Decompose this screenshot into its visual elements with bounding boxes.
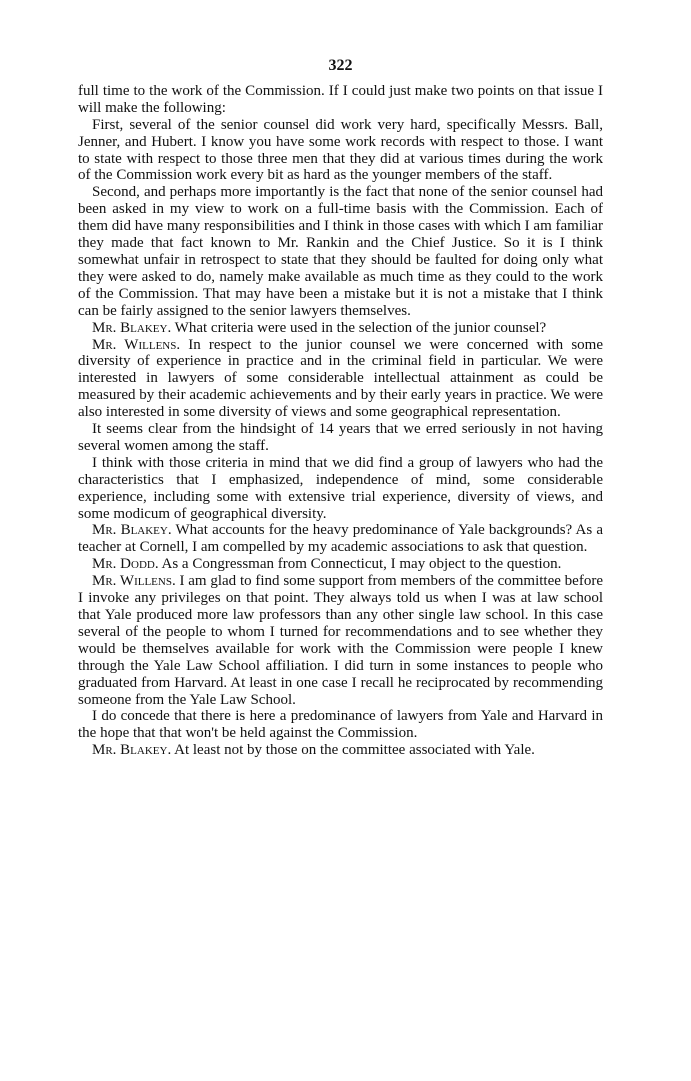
paragraph-text: As a Congressman from Connecticut, I may object to the question. [158,556,562,573]
paragraph-text: I think with those criteria in mind that we did find a group of lawyers who had the characteristics that I emphasized, independence of mind, some considerable experience, including some with extensive trial experience, diversity of views, and some modicum of geographical diversity. [78,454,603,522]
paragraph [78,337,603,422]
paragraph [78,455,603,523]
paragraph-text: full time to the work of the Commission. If I could just make two points on that issue I will make the following: [78,82,603,116]
paragraph-text: Second, and perhaps more importantly is the fact that none of the senior counsel had been asked in my view to work on a full-time basis with the Commission. Each of them did have many responsibilities and I think in those cases with which I am familiar they made that fact known to Mr. Rankin and the Chief Justice. So it is I think somewhat unfair in retrospect to state that they should be faulted for doing only what they were asked to do, namely make available as much time as they could to the work of the Commission. That may have been a mistake but it is not a mistake that I think can be fairly assigned to the senior lawyers themselves. [78,184,603,319]
paragraph-text: In respect to the junior counsel we were concerned with some diversity of experience in practice and in the criminal field in particular. We were interested in lawyers of some considerable intellectual attainment as could be measured by their academic achievements and by their early years in practice. We were also interested in some diversity of views and some geographical representation. [78,336,604,421]
body-text [78,83,603,759]
paragraph [78,573,603,708]
speaker-name: Mr. Willens. [92,336,181,353]
paragraph-text: At least not by those on the committee associated with Yale. [171,742,535,759]
document-page [78,58,603,759]
paragraph [78,117,603,185]
paragraph-text: First, several of the senior counsel did work very hard, specifically Messrs. Ball, Jenner, and Hubert. I know you have some work records with respect to those. I want to state with respect to those three men that they did at various times during the work of the Commission work every bit as hard as the younger members of the staff. [78,116,603,184]
page-number: 322 [328,57,353,74]
paragraph [78,421,603,455]
paragraph-text: I do concede that there is here a predominance of lawyers from Yale and Harvard in the hope that that won't be held against the Commission. [78,708,603,742]
speaker-name: Mr. Blakey. [92,319,172,336]
paragraph-text: I am glad to find some support from members of the committee before I invoke any privileges on that point. They always told us when I was at law school that Yale produced more law professors than any other single law school. In this case several of the people to whom I turned for recommendations and to see whether they would be themselves available for work with the Commission were people I knew through the Yale Law School affiliation. I did turn in some instances to people who graduated from Harvard. At least in one case I recall he reciprocated by recommending someone from the Yale Law School. [78,573,603,708]
paragraph [78,184,603,319]
paragraph-text: What accounts for the heavy predominance of Yale backgrounds? As a teacher at Cornell, I am compelled by my academic associations to ask that question. [78,522,603,556]
paragraph-text: It seems clear from the hindsight of 14 years that we erred seriously in not having several women among the staff. [78,421,603,454]
paragraph-text: What criteria were used in the selection of the junior counsel? [171,319,547,336]
speaker-name: Mr. Willens. [92,573,176,590]
paragraph [78,708,603,742]
speaker-name: Mr. Blakey. [92,742,172,759]
paragraph [78,83,603,117]
paragraph [78,742,603,759]
speaker-name: Mr. Blakey. [92,522,172,539]
paragraph [78,320,603,337]
paragraph [78,522,603,556]
speaker-name: Mr. Dodd. [92,556,159,573]
paragraph [78,556,603,573]
